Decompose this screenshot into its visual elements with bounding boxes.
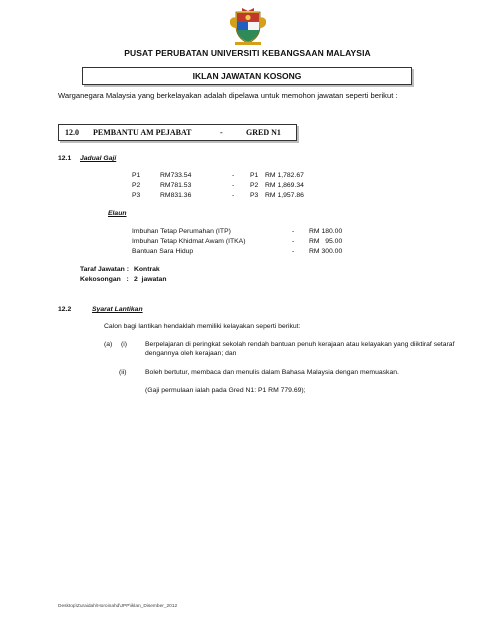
salary-cell: RM 1,957.86	[265, 192, 304, 199]
kekosongan-value: 2 jawatan	[134, 276, 167, 283]
item-i-text-cont: dengannya oleh kerajaan; dan	[145, 350, 237, 357]
salary-cell: RM 1,869.34	[265, 182, 304, 189]
item-a-label: (a)	[104, 341, 113, 348]
item-ii-label: (ii)	[119, 369, 127, 376]
requirements-heading: Syarat Lantikan	[92, 306, 143, 313]
salary-cell: RM831.36	[160, 192, 192, 199]
requirements-number: 12.2	[58, 306, 72, 313]
requirements-intro: Calon bagi lantikan hendaklah memiliki kelayakan seperti berikut:	[104, 323, 301, 330]
section-number: 12.0	[65, 128, 79, 137]
salary-cell: -	[232, 182, 235, 189]
intro-text: Warganegara Malaysia yang berkelayakan adalah dipelawa untuk memohon jawatan seperti berikut :	[58, 91, 398, 100]
salary-cell: -	[232, 172, 235, 179]
salary-note: (Gaji permulaan ialah pada Gred N1: P1 RM 779.69);	[145, 387, 306, 394]
section-name: PEMBANTU AM PEJABAT	[93, 128, 192, 137]
footer-path: Desktop\Zuraidah\Horoinahd\JPP\iklan_Disember_2012	[58, 604, 178, 609]
allowance-dash: -	[292, 228, 295, 235]
salary-cell: P1	[132, 172, 141, 179]
kekosongan-label: Kekosongan :	[80, 276, 129, 283]
section-header-box	[58, 124, 297, 141]
allowance-dash: -	[292, 248, 295, 255]
item-i-label: (i)	[121, 341, 128, 348]
salary-cell: RM 1,782.67	[265, 172, 304, 179]
university-crest-icon	[228, 6, 268, 46]
taraf-label: Taraf Jawatan :	[80, 266, 129, 273]
salary-heading: Jadual Gaji	[80, 155, 117, 162]
salary-number: 12.1	[58, 155, 72, 162]
item-ii-text: Boleh bertutur, membaca dan menulis dalam Bahasa Malaysia dengan memuaskan.	[145, 369, 399, 376]
item-i-text: Berpelajaran di peringkat sekolah rendah bantuan penuh kerajaan atau kelayakan yang diiktiraf setaraf	[145, 341, 455, 348]
taraf-value: Kontrak	[134, 266, 160, 273]
allowance-heading: Elaun	[108, 210, 127, 217]
salary-cell: P3	[132, 192, 141, 199]
salary-cell: P2	[132, 182, 141, 189]
allowance-dash: -	[292, 238, 295, 245]
salary-cell: RM781.53	[160, 182, 192, 189]
allowance-label: Imbuhan Tetap Khidmat Awam (ITKA)	[132, 238, 246, 245]
title-box	[82, 67, 412, 85]
allowance-label: Imbuhan Tetap Perumahan (ITP)	[132, 228, 231, 235]
salary-cell: P2	[250, 182, 259, 189]
salary-cell: RM733.54	[160, 172, 192, 179]
salary-cell: P1	[250, 172, 259, 179]
allowance-value: RM 180.00	[309, 228, 343, 235]
allowance-value: RM 95.00	[309, 238, 343, 245]
institution-name: PUSAT PERUBATAN UNIVERSITI KEBANGSAAN MALAYSIA	[124, 48, 371, 58]
allowance-label: Bantuan Sara Hidup	[132, 248, 194, 255]
salary-cell: P3	[250, 192, 259, 199]
section-grade: GRED N1	[246, 128, 281, 137]
salary-cell: -	[232, 192, 235, 199]
allowance-value: RM 300.00	[309, 248, 343, 255]
page-title: IKLAN JAWATAN KOSONG	[192, 71, 302, 81]
section-dash: -	[220, 128, 223, 137]
